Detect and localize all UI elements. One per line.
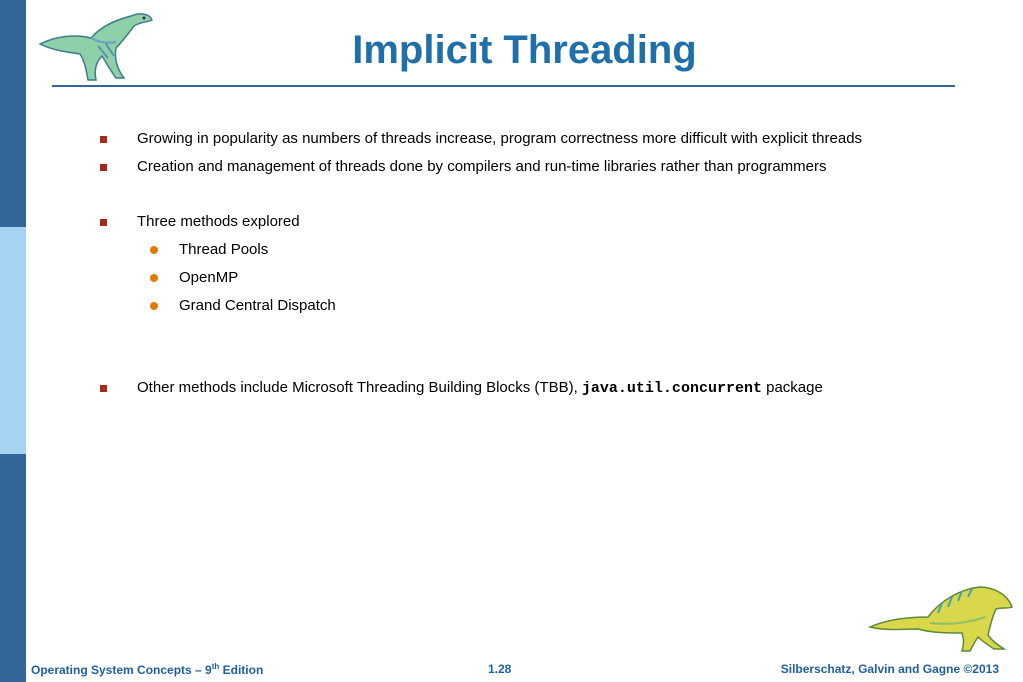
footer-book-title	[31, 662, 263, 677]
bullet-text: Growing in popularity as numbers of threads increase, program correctness more difficult with explicit threads	[137, 130, 863, 147]
bullet-text: Creation and management of threads done by compilers and run-time libraries rather than programmers	[137, 158, 827, 175]
bullet-item	[100, 157, 930, 177]
sidebar-segment-bottom	[0, 454, 26, 682]
sub-bullet-item	[100, 268, 930, 288]
page-number: 1.28	[488, 662, 512, 676]
slide-title: Implicit Threading	[352, 28, 697, 72]
sub-bullet-text: Grand Central Dispatch	[179, 297, 336, 314]
sidebar-bar	[0, 0, 26, 682]
dot-bullet-icon	[150, 246, 158, 254]
dinosaur-logo-bottom-icon	[868, 583, 1016, 653]
dot-bullet-icon	[150, 302, 158, 310]
bullet-text-suffix: package	[766, 379, 823, 396]
title-divider	[52, 85, 955, 87]
footer-authors: Silberschatz, Galvin and Gagne ©2013	[780, 662, 999, 676]
code-text: java.util.concurrent	[581, 380, 762, 397]
sub-bullet-item	[100, 240, 930, 260]
square-bullet-icon	[100, 164, 107, 171]
bullet-text-prefix: Other methods include Microsoft Threading Building Blocks (TBB),	[137, 379, 578, 396]
bullet-text: Three methods explored	[137, 213, 300, 230]
bullet-item	[100, 212, 930, 232]
bullet-item	[100, 378, 930, 399]
footer-title-suffix: Edition	[219, 663, 264, 677]
square-bullet-icon	[100, 136, 107, 143]
dot-bullet-icon	[150, 274, 158, 282]
sub-bullet-text: OpenMP	[179, 269, 239, 286]
slide-body	[100, 129, 930, 399]
sub-bullet-text: Thread Pools	[179, 241, 269, 258]
square-bullet-icon	[100, 219, 107, 226]
bullet-item	[100, 129, 930, 149]
footer-title-sup: th	[211, 662, 220, 671]
sidebar-segment-middle	[0, 227, 26, 454]
square-bullet-icon	[100, 385, 107, 392]
footer-title-prefix: Operating System Concepts – 9	[31, 663, 212, 677]
sub-bullet-item	[100, 296, 930, 316]
